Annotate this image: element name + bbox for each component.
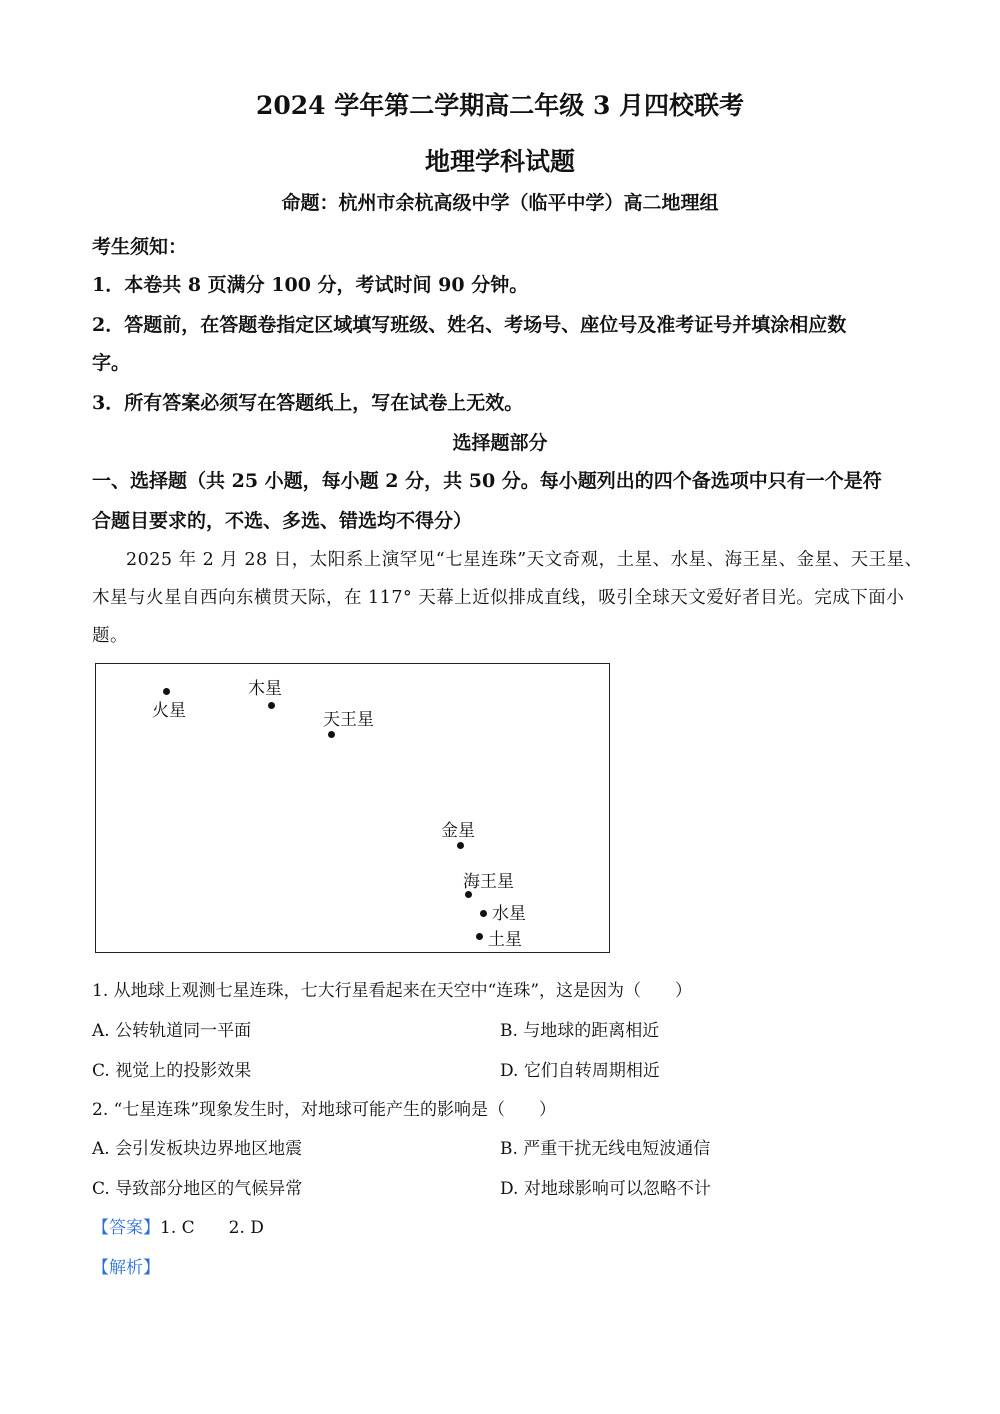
question-2-option-b[interactable]: B. 严重干扰无线电短波通信 [500,1139,711,1159]
question-1-option-c[interactable]: C. 视觉上的投影效果 [92,1061,252,1081]
jupiter-label: 木星 [248,679,282,699]
saturn-dot [476,933,483,940]
question-2-option-d[interactable]: D. 对地球影响可以忽略不计 [500,1179,711,1199]
question-1-option-a[interactable]: A. 公转轨道同一平面 [92,1021,252,1041]
uranus-label: 天王星 [323,710,374,730]
answer-line [92,1213,264,1238]
answer-text: 1. C 2. D [160,1218,264,1238]
section-instruction-line2: 合题目要求的，不选、多选、错选均不得分） [92,510,473,532]
passage-line2: 木星与火星自西向东横贯天际，在 117° 天幕上近似排成直线，吸引全球天文爱好者目光。完成下面小 [92,588,905,608]
passage-line3: 题。 [92,626,128,646]
neptune-dot [465,891,472,898]
mars-dot [163,688,170,695]
mercury-label: 水星 [492,904,526,924]
neptune-label: 海王星 [463,872,514,892]
section-instruction-line1: 一、选择题（共 25 小题，每小题 2 分，共 50 分。每小题列出的四个备选项中只有一个是符 [92,470,882,492]
saturn-label: 土星 [488,930,522,950]
notice-item-3: 3．所有答案必须写在答题纸上，写在试卷上无效。 [92,392,524,414]
analysis-tag: 【解析】 [92,1258,160,1278]
venus-dot [457,842,464,849]
uranus-dot [328,731,335,738]
notice-item-2-line1: 2．答题前，在答题卷指定区域填写班级、姓名、考场号、座位号及准考证号并填涂相应数 [92,314,847,336]
section-title: 选择题部分 [452,432,548,454]
planet-alignment-diagram [95,663,610,953]
notice-item-2-line2: 字。 [92,352,131,374]
answer-tag: 【答案】 [92,1218,160,1238]
question-2-option-a[interactable]: A. 会引发板块边界地区地震 [92,1139,303,1159]
question-2-stem: 2. “七星连珠”现象发生时，对地球可能产生的影响是（ ） [92,1100,557,1120]
passage-line1: 2025 年 2 月 28 日，太阳系上演罕见“七星连珠”天文奇观，土星、水星、海王星、金星、天王星、 [126,550,923,570]
notice-heading: 考生须知： [92,236,188,258]
notice-item-1: 1．本卷共 8 页满分 100 分，考试时间 90 分钟。 [92,274,529,296]
mars-label: 火星 [152,701,186,721]
question-1-option-d[interactable]: D. 它们自转周期相近 [500,1061,660,1081]
venus-label: 金星 [441,821,475,841]
author-line: 命题：杭州市余杭高级中学（临平中学）高二地理组 [281,192,719,214]
exam-title: 2024 学年第二学期高二年级 3 月四校联考 [255,91,745,120]
question-1-option-b[interactable]: B. 与地球的距离相近 [500,1021,660,1041]
subject-title: 地理学科试题 [424,147,575,176]
mercury-dot [480,910,487,917]
question-2-option-c[interactable]: C. 导致部分地区的气候异常 [92,1179,303,1199]
jupiter-dot [268,702,275,709]
question-1-stem: 1. 从地球上观测七星连珠，七大行星看起来在天空中“连珠”，这是因为（ ） [92,981,693,1001]
